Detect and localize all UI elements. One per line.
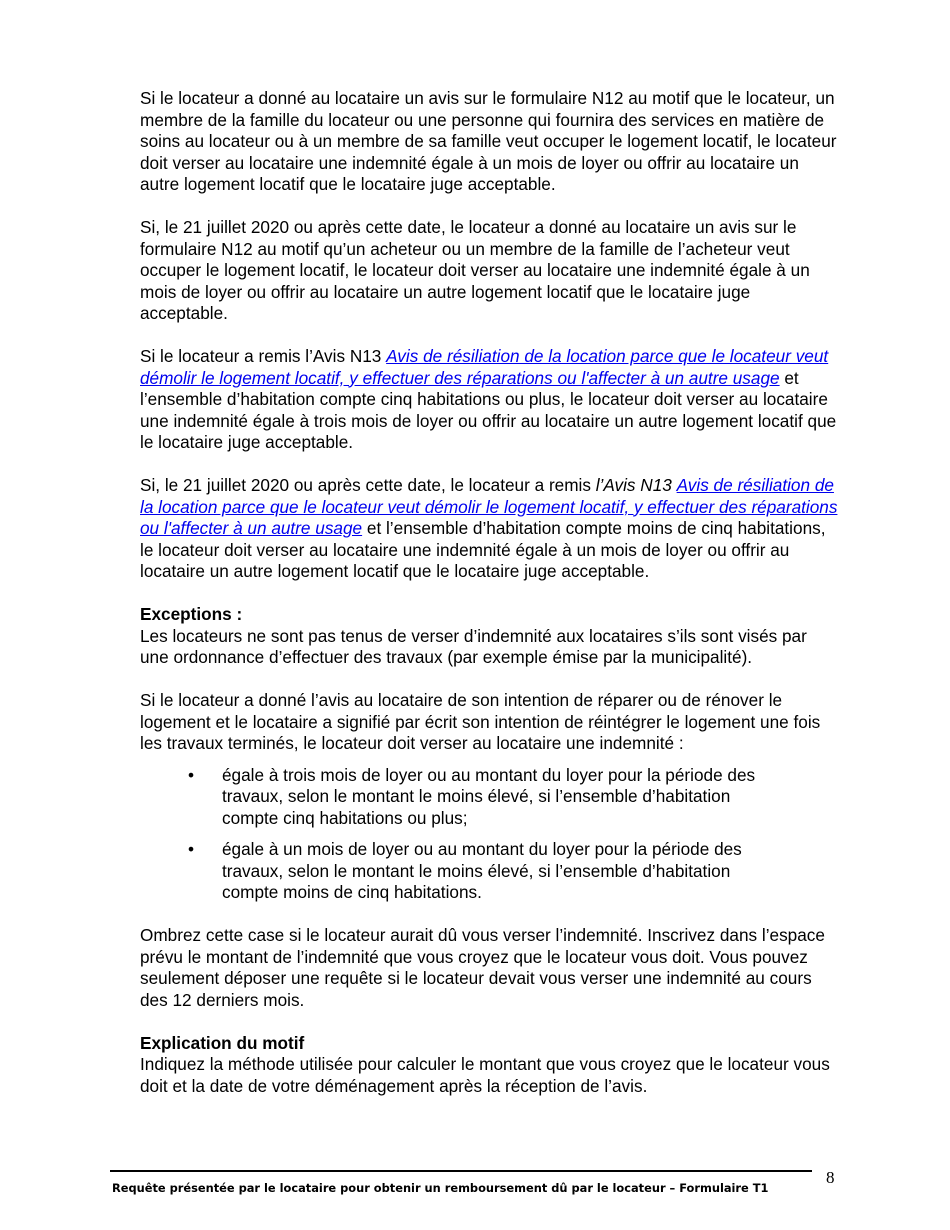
paragraph-repair-renovate: Si le locateur a donné l’avis au locataire de son intention de réparer ou de rénover le logement et le locataire a signifié par écrit son intention de réintégrer le logement une fois les travaux terminés, le locateur doit verser au locataire une indemnité : <box>140 690 821 753</box>
list-item <box>140 839 782 904</box>
paragraph-n13-five-or-more <box>140 346 840 454</box>
paragraph-n13-less-than-five <box>140 475 840 583</box>
exceptions-heading: Exceptions : <box>140 604 243 624</box>
list-item-text: égale à un mois de loyer ou au montant du loyer pour la période des travaux, selon le montant le moins élevé, si l’ensemble d’habitation compte moins de cinq habitations. <box>222 839 742 902</box>
paragraph-text: Si, le 21 juillet 2020 ou après cette date, le locateur a remis <box>140 475 596 495</box>
paragraph-text: Si le locateur a remis l’Avis N13 <box>140 346 387 366</box>
document-body <box>140 88 840 1119</box>
footer-divider <box>110 1170 812 1172</box>
paragraph-n12-buyer: Si, le 21 juillet 2020 ou après cette date, le locateur a donné au locataire un avis sur le formulaire N12 au motif qu’un acheteur ou un membre de la famille de l’acheteur veut occuper le logement locatif, le locateur doit verser au locataire une indemnité égale à un mois de loyer ou offrir au locataire un autre logement locatif que le locataire juge acceptable. <box>140 217 810 323</box>
list-item-text: égale à trois mois de loyer ou au montant du loyer pour la période des travaux, selon le montant le moins élevé, si l’ensemble d’habitation compte cinq habitations ou plus; <box>222 764 756 828</box>
list-item <box>140 765 782 830</box>
footer-title: Requête présentée par le locataire pour obtenir un remboursement dû par le locateur – Formulaire T1 <box>112 1181 769 1195</box>
n13-form-link-2[interactable]: Avis de résiliation de la location parce que le locateur veut démolir le logement locatif, y effectuer des réparations ou l'affecter à un autre usage <box>140 475 838 538</box>
explication-text: Indiquez la méthode utilisée pour calculer le montant que vous croyez que le locateur vous doit et la date de votre déménagement après la réception de l’avis. <box>140 1054 830 1096</box>
explication-section <box>140 1033 840 1098</box>
n13-italic-label: l’Avis N13 <box>595 475 672 495</box>
n13-form-link[interactable]: Avis de résiliation de la location parce que le locateur veut démolir le logement locatif, y effectuer des réparations ou l'affecter à un autre usage <box>140 346 829 388</box>
paragraph-n12-family: Si le locateur a donné au locataire un avis sur le formulaire N12 au motif que le locateur, un membre de la famille du locateur ou une personne qui fournira des services en matière de soins au locateur ou à un membre de sa famille veut occuper le logement locatif, le locateur doit verser au locataire une indemnité égale à un mois de loyer ou offrir au locataire un autre logement locatif que le locataire juge acceptable. <box>140 88 837 194</box>
bullet-icon: • <box>188 764 195 785</box>
paragraph-shade-box: Ombrez cette case si le locateur aurait dû vous verser l’indemnité. Inscrivez dans l’espace prévu le montant de l’indemnité que vous croyez que le locateur vous doit. Vous pouvez seulement déposer une requête si le locateur devait vous verser une indemnité au cours des 12 derniers mois. <box>140 925 825 1010</box>
explication-heading: Explication du motif <box>140 1032 305 1053</box>
paragraph-text: et l’ensemble d’habitation compte moins de cinq habitations, le locateur doit verser au locataire une indemnité égale à un mois de loyer ou offrir au locataire un autre logement locatif que le locataire juge acceptable. <box>140 518 826 581</box>
page-number: 8 <box>826 1168 835 1187</box>
compensation-bullet-list <box>140 765 840 904</box>
exceptions-section <box>140 604 840 669</box>
bullet-icon: • <box>188 839 195 859</box>
paragraph-text: et l’ensemble d’habitation compte cinq habitations ou plus, le locateur doit verser au locataire une indemnité égale à trois mois de loyer ou offrir au locataire un autre logement locatif que le locataire juge acceptable. <box>140 367 837 452</box>
exceptions-text: Les locateurs ne sont pas tenus de verser d’indemnité aux locataires s’ils sont visés par une ordonnance d’effectuer des travaux (par exemple émise par la municipalité). <box>140 625 807 667</box>
